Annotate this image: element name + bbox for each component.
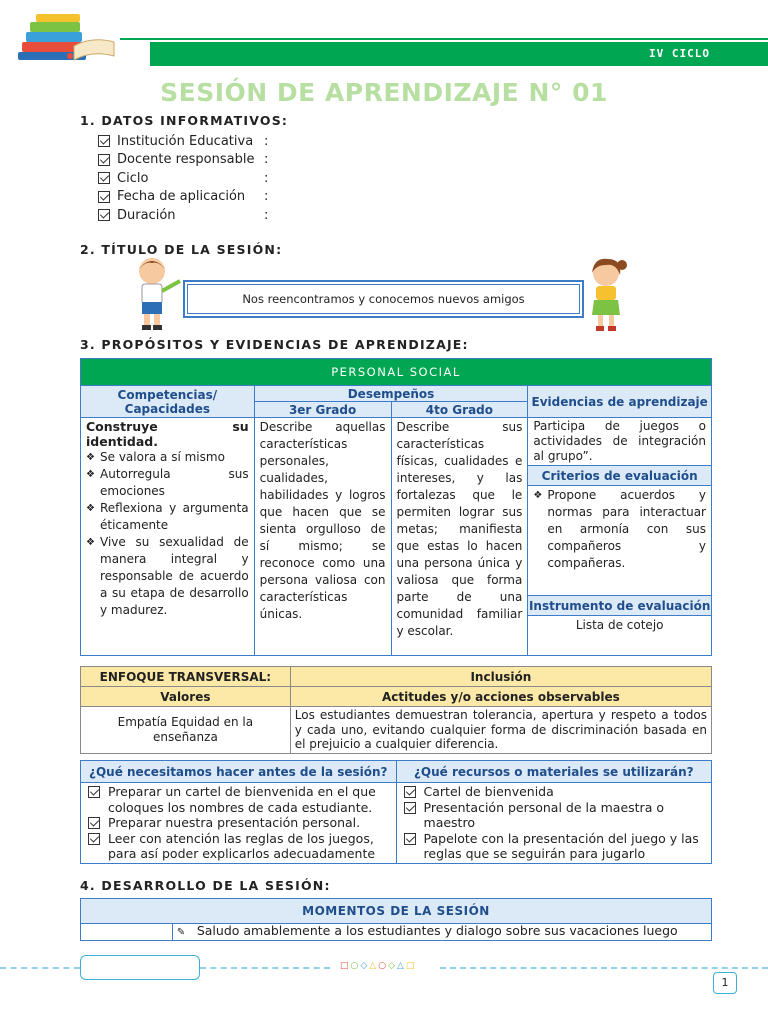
checkbox-icon	[98, 191, 110, 203]
capacidad-item: ❖ Vive su sexualidad de manera integral y responsable de acuerdo a su etapa de desarrollo y madurez.	[86, 534, 249, 619]
desempeno-4to-cell: Describe sus características físicas, cualidades e intereses, y las fortalezas que le permiten lograr sus metas; manifiesta que estas lo hacen una persona única y valiosa que forma parte de una comunidad familiar y escolar.	[391, 418, 528, 656]
boy-illustration-icon	[128, 255, 184, 333]
antes-item: Preparar nuestra presentación personal.	[86, 815, 391, 831]
footer-shapes-icon: □○◇△○◇△□	[340, 961, 417, 971]
books-icon	[12, 12, 122, 64]
preparacion-table	[80, 760, 712, 864]
grado-3-header: 3er Grado	[254, 402, 391, 418]
datos-item: Ciclo :	[98, 169, 268, 188]
evidencia-cell: Participa de juegos o actividades de integración al grupo”.	[528, 418, 712, 466]
titulo-heading: 2. TÍTULO DE LA SESIÓN:	[80, 242, 283, 257]
datos-item: Duración :	[98, 206, 268, 225]
capacidad-item: ❖ Reflexiona y argumenta éticamente	[86, 500, 249, 534]
datos-list	[98, 132, 268, 225]
desarrollo-heading: 4. DESARROLLO DE LA SESIÓN:	[80, 878, 331, 893]
recursos-cell	[396, 783, 711, 864]
capacidad-item: ❖ Autorregula sus emociones	[86, 466, 249, 500]
competencias-cell	[81, 418, 255, 656]
competencia-title: Construye su identidad.	[86, 419, 249, 449]
recurso-item: Papelote con la presentación del juego y las reglas que se seguirán para jugarlo	[402, 831, 706, 862]
antes-item: Leer con atención las reglas de los juegos, para así poder explicarlos adecuadamente	[86, 831, 391, 862]
capacidad-item: ❖ Se valora a sí mismo	[86, 449, 249, 466]
footer-tab	[80, 955, 200, 980]
recurso-item: Presentación personal de la maestra o maestro	[402, 800, 706, 831]
momentos-table	[80, 898, 712, 941]
enfoque-table	[80, 666, 712, 754]
enfoque-value: Inclusión	[290, 667, 711, 687]
competencias-header: Competencias/ Capacidades	[81, 386, 255, 418]
criterios-cell	[528, 486, 712, 596]
valores-cell: Empatía Equidad en la enseñanza	[81, 707, 291, 754]
checkbox-icon	[88, 833, 100, 845]
instrumento-header: Instrumento de evaluación	[528, 596, 712, 616]
page-header	[0, 0, 768, 70]
capacidades-list	[86, 449, 249, 619]
enfoque-label: ENFOQUE TRANSVERSAL:	[81, 667, 291, 687]
checkbox-icon	[98, 209, 110, 221]
checkbox-icon	[98, 172, 110, 184]
footer-dash-mid	[200, 967, 330, 969]
checkbox-icon	[404, 833, 416, 845]
instrumento-cell: Lista de cotejo	[528, 616, 712, 656]
pencil-icon: ✎	[176, 927, 186, 938]
momentos-header: MOMENTOS DE LA SESIÓN	[81, 899, 712, 924]
titulo-box	[183, 280, 584, 318]
criterios-header: Criterios de evaluación	[528, 466, 712, 486]
area-header: PERSONAL SOCIAL	[81, 359, 712, 386]
datos-item: Institución Educativa :	[98, 132, 268, 151]
checkbox-icon	[98, 135, 110, 147]
criterio-item: ❖ Propone acuerdos y normas para interactuar en armonía con sus compañeros y compañeras.	[533, 487, 706, 572]
propositos-heading: 3. PROPÓSITOS Y EVIDENCIAS DE APRENDIZAJE:	[80, 337, 469, 352]
momentos-first-line: ✎ Saludo amablemente a los estudiantes y dialogo sobre sus vacaciones luego	[172, 924, 711, 941]
actitudes-header: Actitudes y/o acciones observables	[290, 687, 711, 707]
antes-header: ¿Qué necesitamos hacer antes de la sesión?	[81, 761, 397, 783]
antes-cell	[81, 783, 397, 864]
checkbox-icon	[88, 817, 100, 829]
footer-dash-right	[440, 967, 768, 969]
grado-4-header: 4to Grado	[391, 402, 528, 418]
ciclo-label: IV CICLO	[649, 47, 710, 60]
page-number: 1	[713, 972, 737, 994]
header-line	[120, 38, 768, 40]
checkbox-icon	[98, 154, 110, 166]
datos-heading: 1. DATOS INFORMATIVOS:	[80, 113, 289, 128]
footer-dash-left	[0, 967, 80, 969]
recursos-header: ¿Qué recursos o materiales se utilizarán?	[396, 761, 711, 783]
checkbox-icon	[404, 786, 416, 798]
checkbox-icon	[88, 786, 100, 798]
titulo-text: Nos reencontramos y conocemos nuevos amigos	[187, 284, 580, 314]
datos-item: Docente responsable :	[98, 151, 268, 170]
checkbox-icon	[404, 802, 416, 814]
girl-illustration-icon	[580, 255, 630, 335]
desempenos-header: Desempeños	[254, 386, 528, 402]
evidencias-header: Evidencias de aprendizaje	[528, 386, 712, 418]
antes-item: Preparar un cartel de bienvenida en el que coloques los nombres de cada estudiante.	[86, 784, 391, 815]
valores-header: Valores	[81, 687, 291, 707]
page-title: SESIÓN DE APRENDIZAJE N° 01	[160, 78, 608, 107]
actitudes-cell: Los estudiantes demuestran tolerancia, apertura y respeto a todos y cada uno, evitando cualquier forma de discriminación basada en el prejuicio a cualquier diferencia.	[290, 707, 711, 754]
recurso-item: Cartel de bienvenida	[402, 784, 706, 800]
desempeno-3er-cell: Describe aquellas características personales, cualidades, habilidades y logros que hacen que se sienta orgulloso de sí mismo; se reconoce como una persona valiosa con características únicas.	[254, 418, 391, 656]
momentos-side-cell	[81, 924, 173, 941]
datos-item: Fecha de aplicación :	[98, 188, 268, 207]
propositos-table	[80, 358, 712, 656]
